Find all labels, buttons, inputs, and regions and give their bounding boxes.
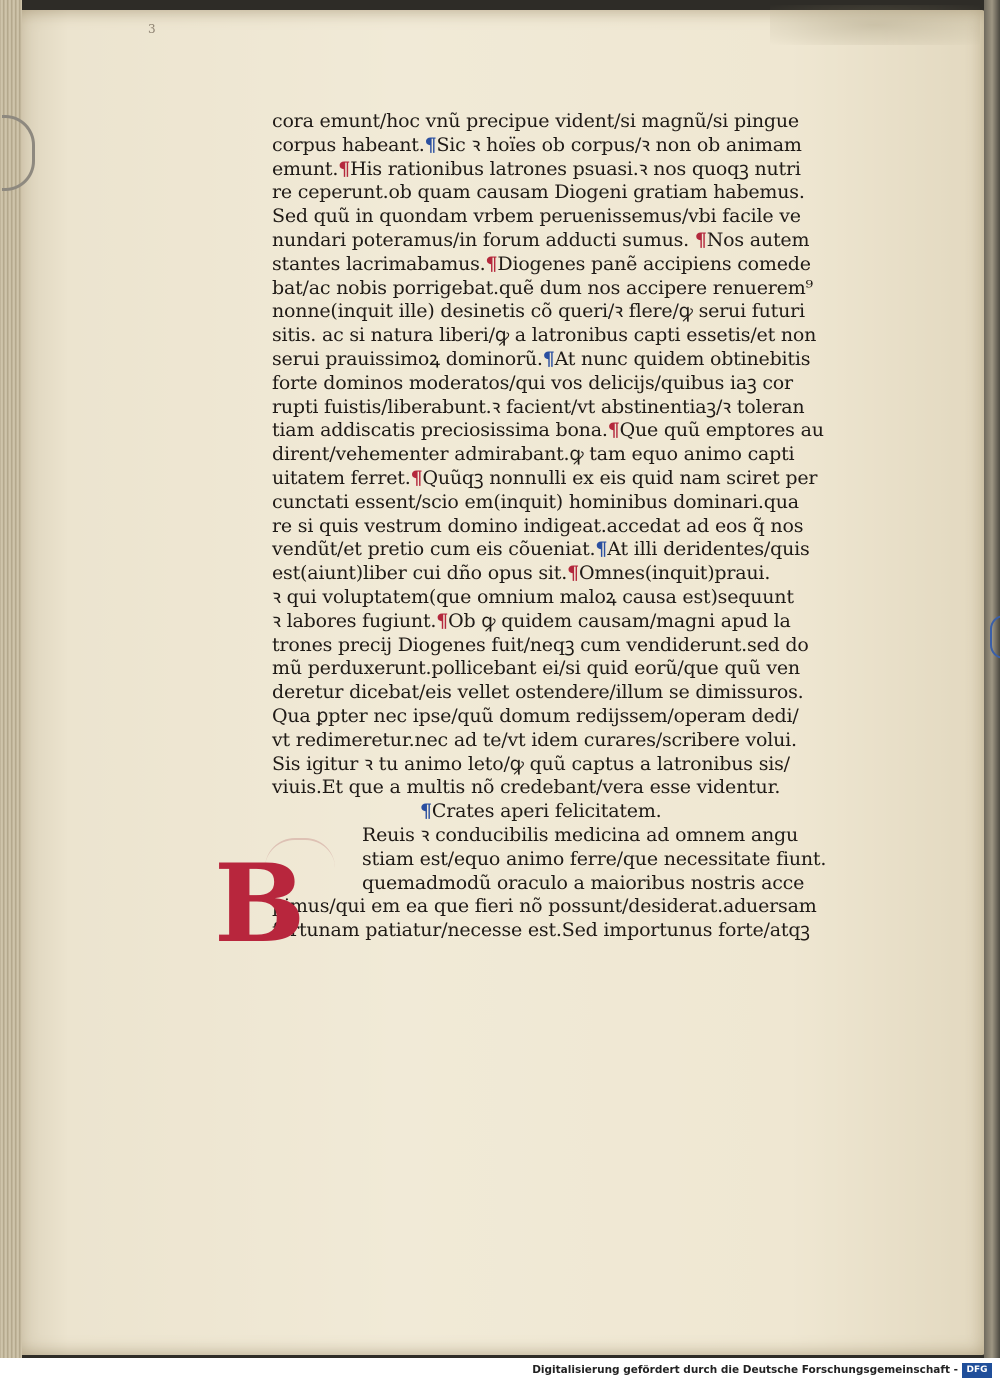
text-line: deretur dicebat/eis vellet ostendere/illum se dimissuros.: [272, 681, 804, 704]
pilcrow-icon: ¶: [436, 609, 449, 632]
page-number-mark: 3: [148, 22, 156, 36]
pilcrow-icon: ¶: [567, 562, 579, 585]
text-segment: His rationibus latrones psuasi.ꝛ nos quoqꝫ nutri: [350, 157, 801, 180]
text-segment: tiam addiscatis preciosissima bona.: [272, 419, 608, 442]
text-segment: est(aiunt)liber cui dño opus sit.: [272, 562, 568, 585]
footer-bar: [0, 1358, 1000, 1383]
pilcrow-icon: ¶: [485, 252, 498, 275]
text-segment: At illi deridentes/quis: [607, 538, 810, 561]
funding-credit: Digitalisierung gefördert durch die Deutsche Forschungsgemeinschaft -: [532, 1364, 958, 1376]
text-line: [272, 229, 872, 253]
text-line: cora emunt/hoc vnũ precipue vident/si magnũ/si pingue: [272, 110, 799, 132]
text-line: vt redimeretur.nec ad te/vt idem curares/scribere volui.: [272, 728, 797, 751]
text-segment: At nunc quidem obtinebitis: [554, 347, 811, 370]
text-line: [272, 158, 872, 182]
text-line: rupti fuistis/liberabunt.ꝛ facient/vt abstinentiaꝫ/ꝛ toleran: [272, 395, 805, 418]
letter-line: pimus/qui em ea que fieri nõ possunt/desiderat.aduersam: [272, 895, 817, 918]
text-line: dirent/vehementer admirabant.ꝙ tam equo animo capti: [272, 443, 795, 466]
text-line: [272, 181, 872, 205]
text-line: trones precij Diogenes fuit/neqꝫ cum vendiderunt.sed do: [272, 633, 809, 656]
text-segment: Nos autem: [706, 228, 810, 251]
incunable-text-block: [272, 110, 872, 943]
text-line: [272, 562, 872, 586]
page-stack-edge: [0, 0, 22, 1358]
text-line: ꝛ qui voluptatem(que omnium maloꝝ causa est)sequunt: [272, 585, 794, 608]
pilcrow-icon: ¶: [595, 538, 608, 561]
decorated-initial: B: [214, 841, 306, 967]
text-line: [272, 610, 872, 634]
text-segment: serui prauissimoꝝ dominorũ.: [272, 347, 543, 370]
paper-stain: [770, 5, 980, 45]
text-line: [272, 419, 872, 443]
text-line: nonne(inquit ille) desinetis cõ queri/ꝛ flere/ꝙ serui futuri: [272, 300, 805, 323]
text-segment: Ob ꝙ quidem causam/magni apud la: [448, 609, 791, 632]
text-segment: nundari poteramus/in forum adducti sumus.: [272, 228, 690, 251]
pilcrow-icon: ¶: [410, 466, 423, 489]
text-line: Qua ꝑpter nec ipse/quũ domum redijssem/operam dedi/: [272, 704, 799, 727]
text-line: forte dominos moderatos/qui vos delicijs/quibus iaꝫ cor: [272, 371, 793, 394]
text-segment: Que quũ emptores au: [619, 419, 824, 442]
dfg-logo-icon: DFG: [962, 1363, 992, 1378]
text-segment: re ceperunt.ob quam causam: [272, 181, 549, 204]
book-edge: [984, 0, 1000, 1358]
text-line: [272, 538, 872, 562]
text-line: [272, 467, 872, 491]
text-line: mũ perduxerunt.pollicebant ei/si quid eorũ/que quũ ven: [272, 657, 800, 680]
letter-line: fortunam patiatur/necesse est.Sed importunus forte/atqꝫ: [272, 919, 810, 942]
text-segment: Diogenes panẽ accipiens comede: [497, 252, 811, 275]
text-segment: uitatem ferret.: [272, 466, 411, 489]
pilcrow-icon: ¶: [607, 419, 620, 442]
letter-line: stiam est/equo animo ferre/que necessitate fiunt.: [362, 847, 827, 870]
text-segment: Sic ꝛ hoïes ob corpus/ꝛ non ob animam: [436, 133, 802, 156]
letter-line: Reuis ꝛ conducibilis medicina ad omnem angu: [362, 823, 799, 846]
text-line: bat/ac nobis porrigebat.quẽ dum nos accipere renuerem⁹: [272, 276, 813, 299]
text-segment: stantes lacrimabamus.: [272, 252, 486, 275]
text-line: viuis.Et que a multis nõ credebant/vera esse videntur.: [272, 776, 781, 799]
text-segment: Quũqꝫ nonnulli ex eis quid nam sciret per: [422, 466, 818, 489]
text-line: [272, 253, 872, 277]
text-segment: emunt.: [272, 157, 339, 180]
text-line: cunctati essent/scio em(inquit) hominibus dominari.qua: [272, 490, 799, 513]
text-segment: corpus habeant.: [272, 133, 425, 156]
text-line: Sis igitur ꝛ tu animo leto/ꝙ quũ captus a latronibus sis/: [272, 752, 790, 775]
text-line: re si quis vestrum domino indigeat.accedat ad eos q̃ nos: [272, 514, 804, 537]
text-segment: Omnes(inquit)praui.: [578, 562, 771, 585]
pilcrow-icon: ¶: [420, 800, 432, 823]
letter-line: quemadmodũ oraculo a maioribus nostris acce: [362, 871, 805, 894]
margin-blue-mark: [990, 615, 1000, 659]
text-line: [272, 134, 872, 158]
text-line: [272, 348, 872, 372]
text-line: sitis. ac si natura liberi/ꝙ a latronibus capti essetis/et non: [272, 324, 817, 347]
pilcrow-icon: ¶: [424, 133, 437, 156]
pilcrow-icon: ¶: [338, 157, 351, 180]
section-heading: [420, 800, 872, 824]
pilcrow-icon: ¶: [694, 228, 707, 251]
text-line: Sed quũ in quondam vrbem peruenissemus/vbi facile ve: [272, 205, 801, 228]
text-segment: vendũt/et pretio cum eis cõueniat.: [272, 538, 596, 561]
pilcrow-icon: ¶: [542, 347, 555, 370]
text-segment: ꝛ labores fugiunt.: [272, 609, 437, 632]
heading-text: Crates aperi felicitatem.: [431, 800, 662, 823]
text-segment: Diogeni gratiam habemus.: [554, 181, 805, 204]
